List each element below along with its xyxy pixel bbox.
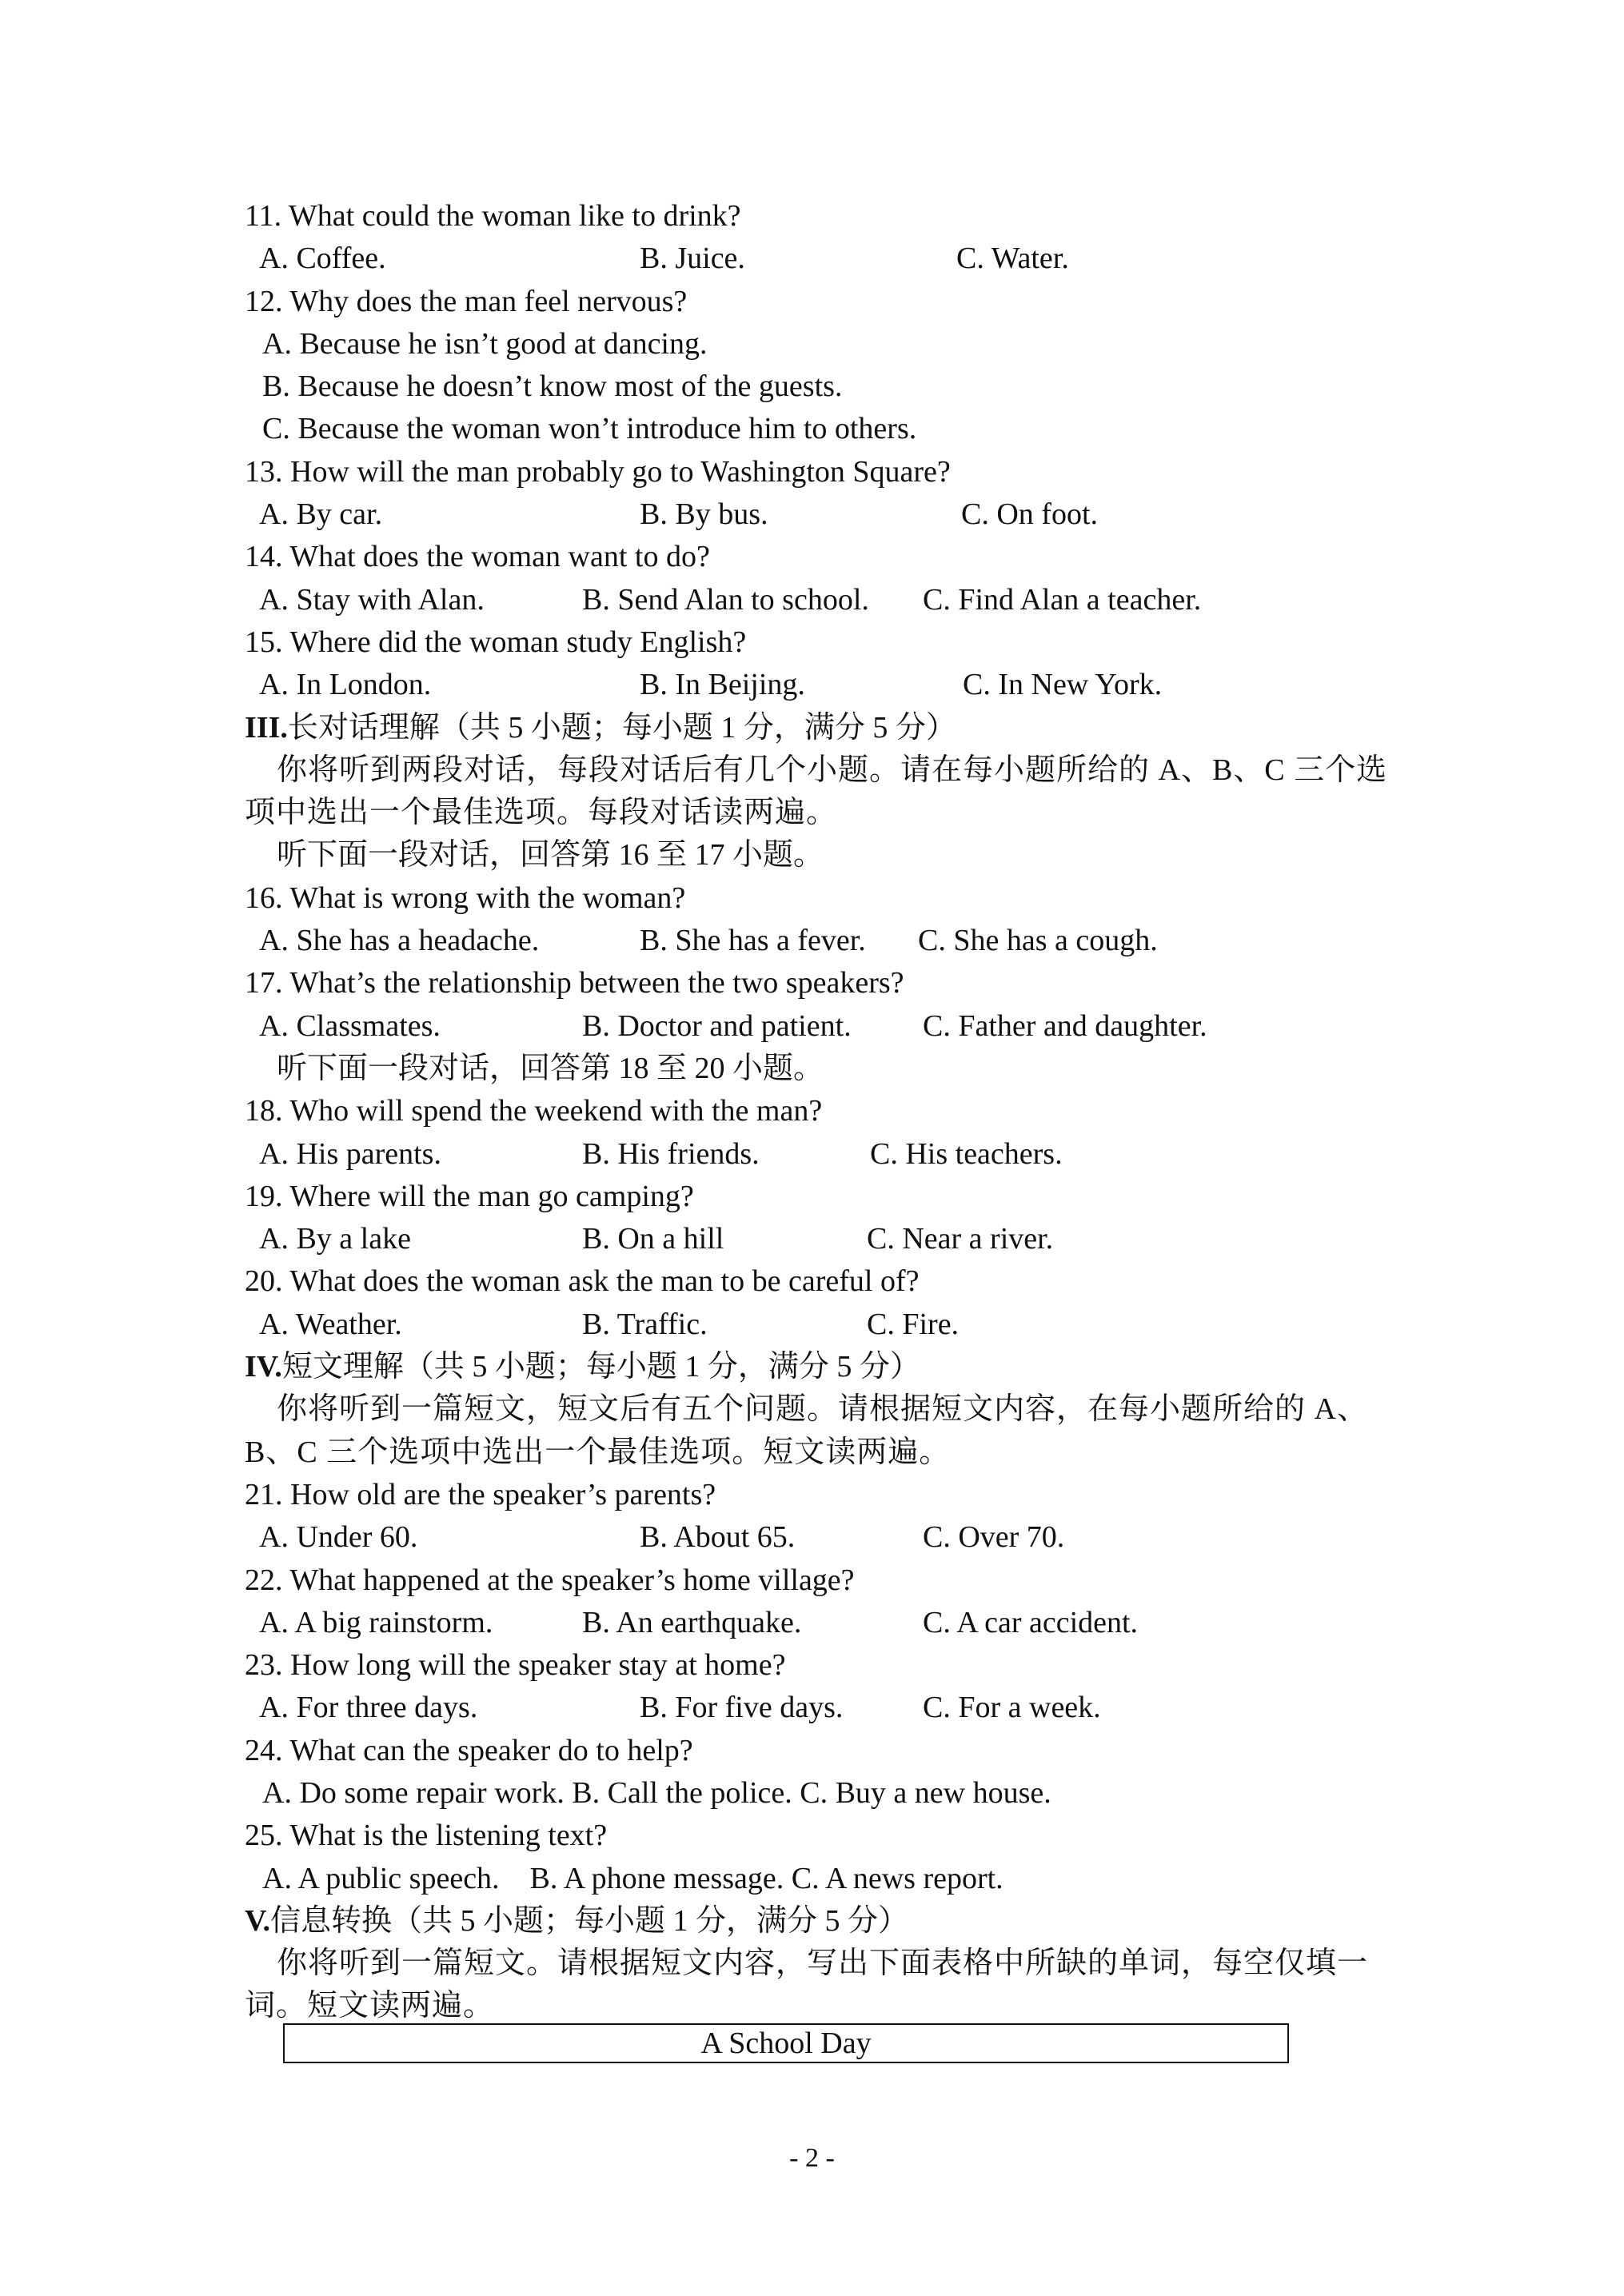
section-title: 长对话理解（共 5 小题；每小题 1 分，满分 5 分） [287,710,956,745]
question-17 [245,962,1388,1004]
question-text: 19. Where will the man go camping? [245,1179,694,1213]
option-b: B. His friends. [582,1136,760,1171]
question-text: 25. What is the listening text? [245,1819,608,1853]
option-c: C. Near a river. [867,1222,1054,1256]
question-13 [245,451,1388,493]
question-14 [245,536,1388,578]
option-b: B. Send Alan to school. [582,582,869,617]
option-a: A. By car. [259,497,383,532]
section-heading-v [245,1900,1388,1943]
table-title: A School Day [700,2026,872,2060]
options-22 [245,1602,1388,1644]
options-23 [245,1687,1388,1729]
option-c: C. Find Alan a teacher. [923,582,1202,617]
options-16 [245,920,1388,962]
question-18 [245,1090,1388,1132]
options-14 [245,579,1388,621]
option-a: A. Classmates. [259,1008,441,1043]
section-number: III. [245,710,288,745]
option-b: B. Because he doesn’t know most of the guests. [262,369,843,404]
exam-content [245,195,1388,2028]
question-text: 23. How long will the speaker stay at home? [245,1648,786,1683]
option-c: C. Over 70. [923,1520,1065,1555]
options-19 [245,1218,1388,1260]
question-text: 14. What does the woman want to do? [245,540,710,574]
dialogue-note: 听下面一段对话，回答第 16 至 17 小题。 [277,838,824,872]
section-heading-iv [245,1346,1388,1388]
option-b: B. An earthquake. [582,1605,802,1639]
options-25: A. A public speech. B. A phone message. C. A news report. [262,1861,1004,1895]
option-a: A. His parents. [259,1136,441,1171]
option-a: A. Weather. [259,1307,402,1341]
option-a: A. A big rainstorm. [259,1605,493,1639]
question-20 [245,1260,1388,1303]
option-c: C. Father and daughter. [923,1008,1207,1043]
options-18 [245,1133,1388,1176]
question-21 [245,1474,1388,1516]
option-a: A. In London. [259,668,432,702]
question-text: 16. What is wrong with the woman? [245,880,686,915]
question-11 [245,195,1388,238]
option-b: B. In Beijing. [640,668,805,702]
question-23 [245,1644,1388,1687]
option-c: C. She has a cough. [918,924,1158,958]
option-b: B. She has a fever. [640,924,866,958]
section-instructions: 你将听到两段对话，每段对话后有几个小题。请在每小题所给的 A、B、C 三个选项中选出一个最佳选项。每段对话读两遍。 [245,753,1388,830]
question-text: 20. What does the woman ask the man to be careful of? [245,1264,920,1299]
option-b: B. For five days. [640,1691,844,1725]
options-15 [245,664,1388,706]
options-11 [245,238,1388,280]
question-25 [245,1815,1388,1857]
question-19 [245,1176,1388,1218]
option-b: B. By bus. [640,497,768,532]
section-number: IV. [245,1350,282,1384]
question-15 [245,621,1388,664]
table-header [283,2023,1289,2063]
question-text: 15. Where did the woman study English? [245,625,747,659]
option-c: C. Water. [956,242,1069,276]
question-24 [245,1730,1388,1772]
section-instructions: 你将听到一篇短文。请根据短文内容，写出下面表格中所缺的单词，每空仅填一词。短文读两遍。 [245,1947,1369,2023]
question-12 [245,281,1388,323]
section-number: V. [245,1903,271,1938]
option-a: A. Under 60. [259,1520,418,1555]
option-b: B. Doctor and patient. [582,1008,852,1043]
question-16 [245,877,1388,920]
options-21 [245,1516,1388,1559]
option-a: A. By a lake [259,1222,411,1256]
option-a: A. Coffee. [259,242,386,276]
option-a: A. For three days. [259,1691,478,1725]
option-c: C. For a week. [923,1691,1101,1725]
question-text: 13. How will the man probably go to Washington Square? [245,454,951,489]
options-13 [245,493,1388,536]
question-text: 22. What happened at the speaker’s home village? [245,1563,855,1597]
option-c: C. On foot. [961,497,1098,532]
option-b: B. On a hill [582,1222,724,1256]
dialogue-note: 听下面一段对话，回答第 18 至 20 小题。 [277,1051,824,1085]
section-heading-iii [245,707,1388,749]
option-b: B. Traffic. [582,1307,708,1341]
option-c: C. His teachers. [870,1136,1063,1171]
option-a: A. She has a headache. [259,924,540,958]
question-text: 18. Who will spend the weekend with the man? [245,1094,823,1128]
page-number: - 2 - [789,2143,835,2173]
option-b: B. About 65. [640,1520,796,1555]
options-20 [245,1304,1388,1346]
question-text: 11. What could the woman like to drink? [245,199,741,233]
section-title: 信息转换（共 5 小题；每小题 1 分，满分 5 分） [270,1903,909,1938]
option-c: C. A car accident. [923,1605,1139,1639]
options-24: A. Do some repair work. B. Call the police. C. Buy a new house. [262,1775,1051,1810]
section-instructions: 你将听到一篇短文，短文后有五个问题。请根据短文内容，在每小题所给的 A、B、C 三个选项中选出一个最佳选项。短文读两遍。 [245,1392,1368,1469]
option-c: C. Because the woman won’t introduce him to others. [262,412,917,446]
options-17 [245,1005,1388,1048]
question-text: 21. How old are the speaker’s parents? [245,1477,716,1511]
section-title: 短文理解（共 5 小题；每小题 1 分，满分 5 分） [281,1350,920,1384]
question-text: 24. What can the speaker do to help? [245,1733,693,1767]
question-text: 12. Why does the man feel nervous? [245,284,688,318]
option-a: A. Stay with Alan. [259,582,485,617]
option-a: A. Because he isn’t good at dancing. [262,326,708,361]
option-b: B. Juice. [640,242,745,276]
option-c: C. Fire. [867,1307,960,1341]
question-text: 17. What’s the relationship between the two speakers? [245,966,904,1000]
option-c: C. In New York. [963,668,1163,702]
question-22 [245,1559,1388,1602]
